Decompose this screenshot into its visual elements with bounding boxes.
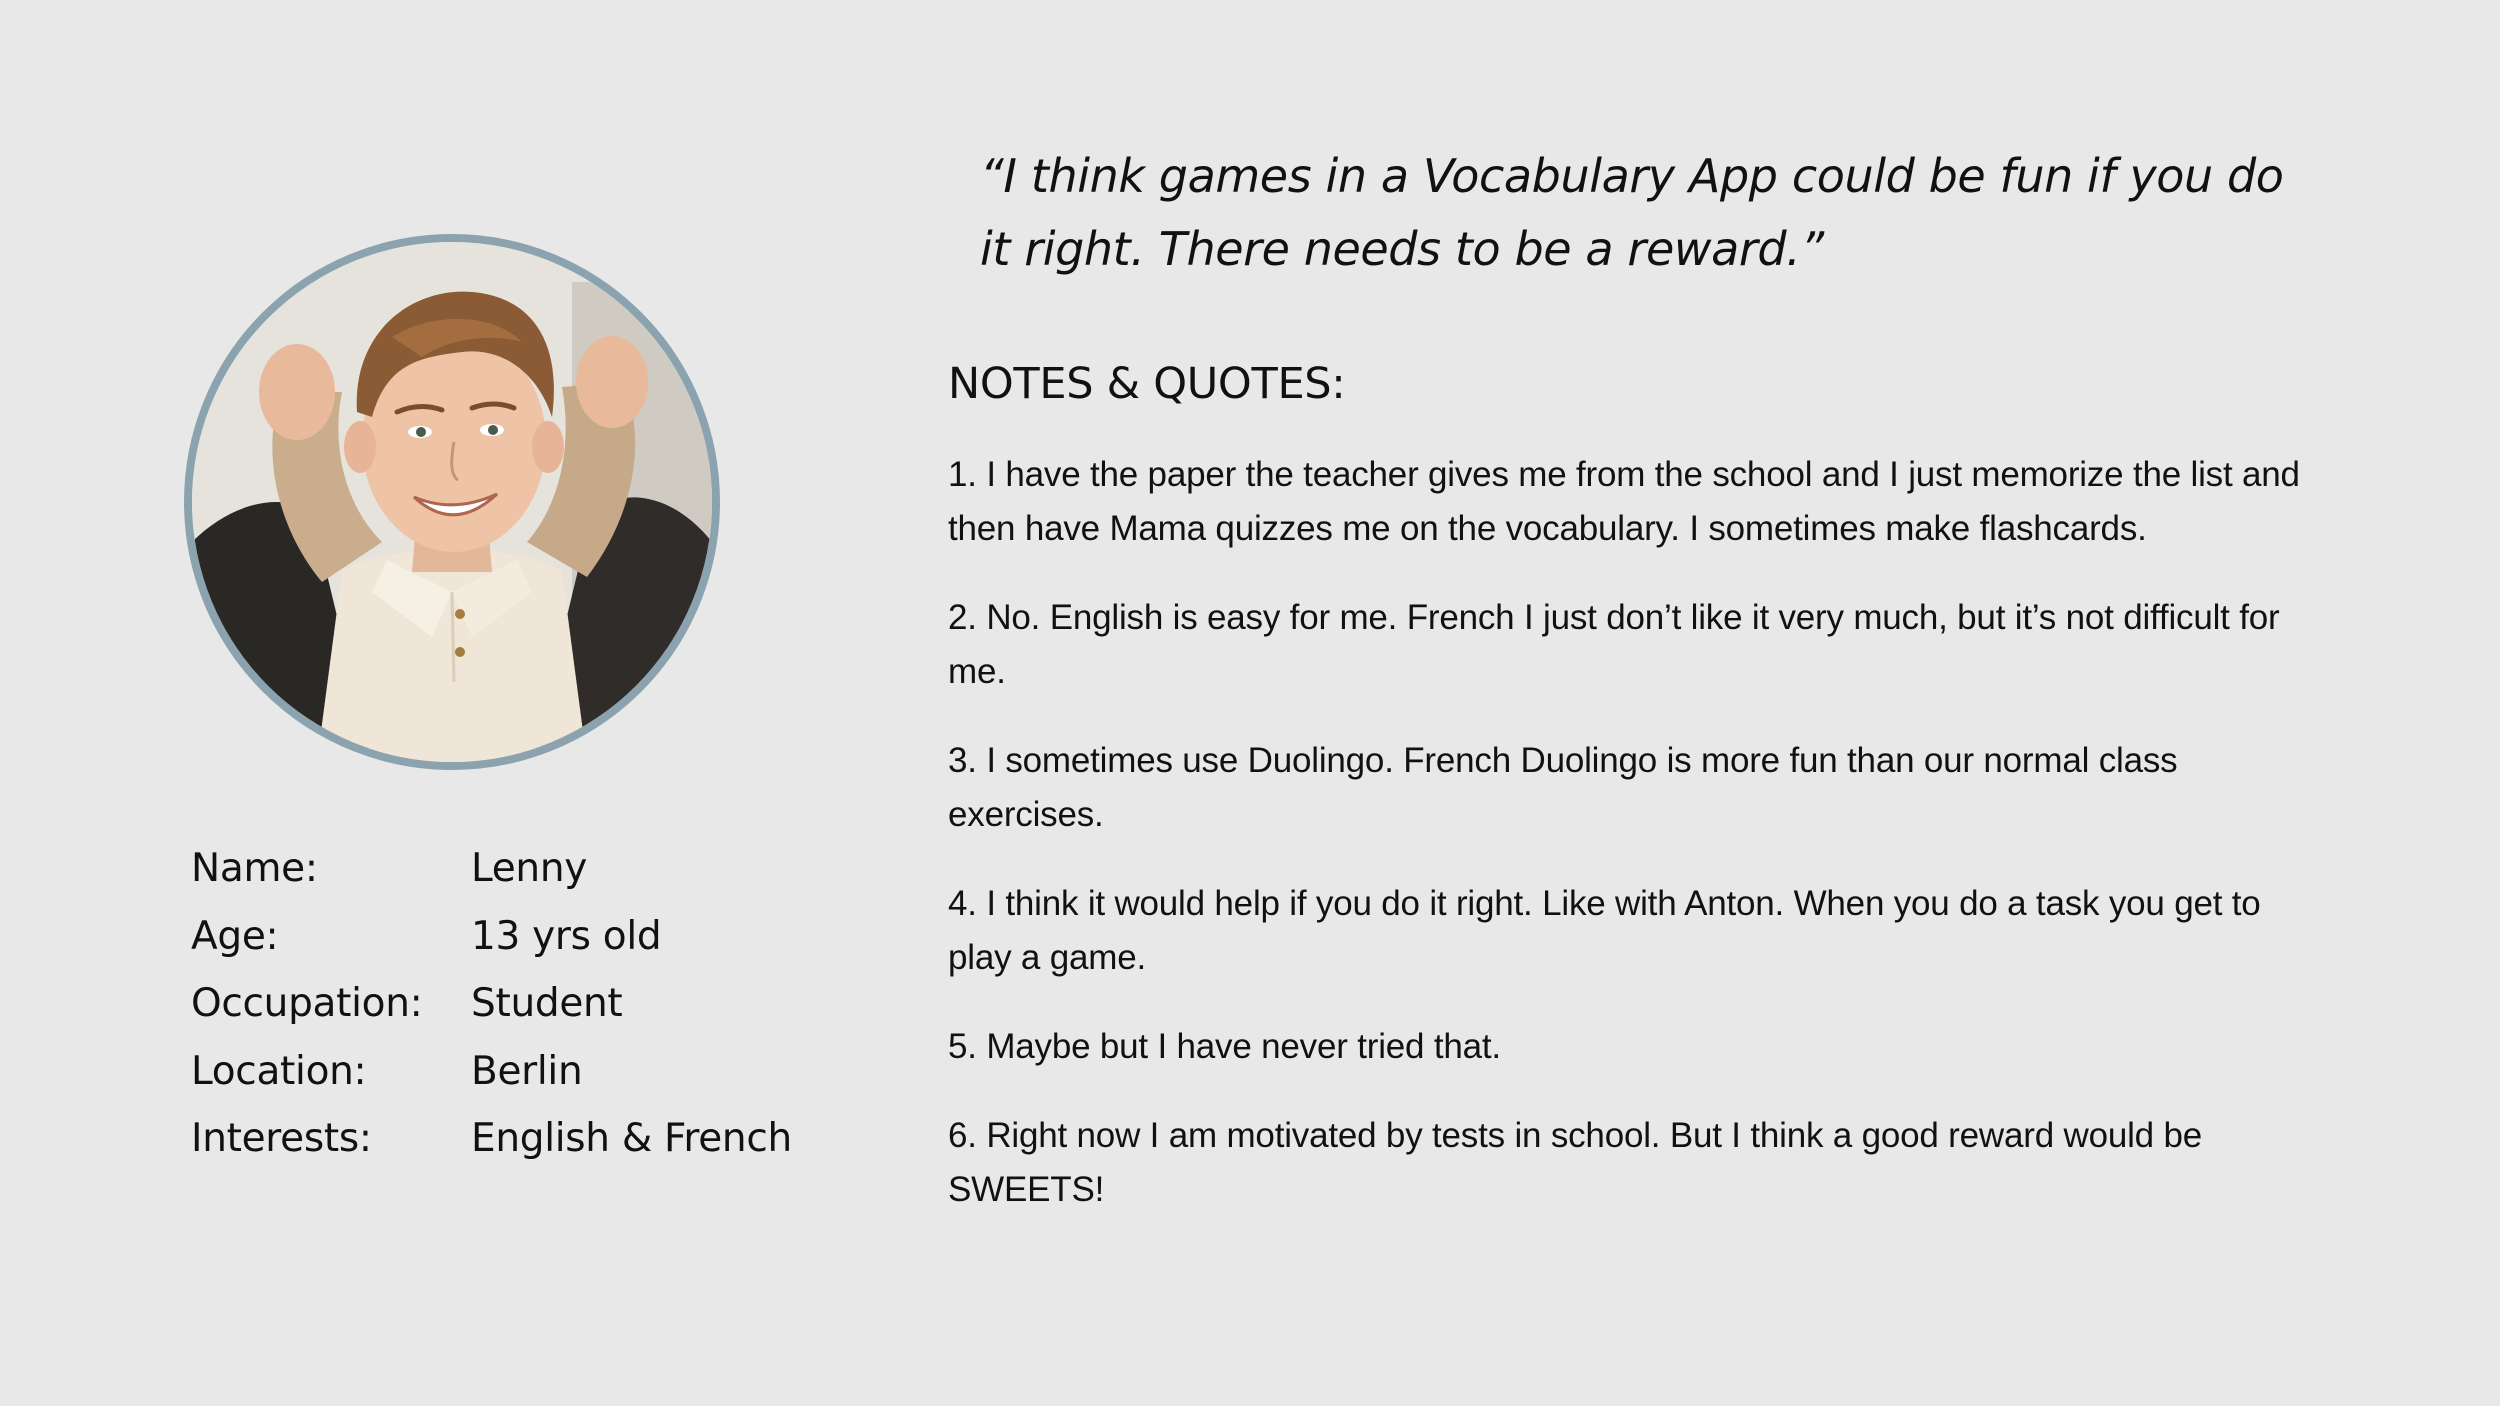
profile-row-interests [191,1106,811,1174]
notes-heading: NOTES & QUOTES: [948,359,1346,409]
note-item: 4. I think it would help if you do it right. Like with Anton. When you do a task you get to play a game. [948,884,2261,977]
persona-quote: “I think games in a Vocabulary App could be fun if you do it right. There needs to be a reward.” [980,149,2284,276]
profile-value: Berlin [471,1048,583,1094]
profile-row-name [191,836,811,904]
profile-value: 13 yrs old [471,913,662,959]
profile-label: Name: [191,846,318,892]
profile-label: Occupation: [191,981,423,1027]
profile-photo-icon [192,242,712,762]
note-item: 2. No. English is easy for me. French I just don’t like it very much, but it’s not difficult for me. [948,598,2280,691]
profile-row-age [191,904,811,972]
note-item: 1. I have the paper the teacher gives me from the school and I just memorize the list and then have Mama quizzes me on the vocabulary. I sometimes make flashcards. [948,455,2300,548]
avatar [184,234,720,770]
profile-details [191,836,811,1174]
profile-label: Location: [191,1048,367,1094]
profile-value: English & French [471,1116,792,1162]
profile-value: Lenny [471,846,588,892]
note-item: 6. Right now I am motivated by tests in school. But I think a good reward would be SWEETS! [948,1116,2202,1209]
profile-label: Interests: [191,1116,372,1162]
profile-row-location [191,1039,811,1107]
profile-label: Age: [191,913,279,959]
notes-list [948,448,2308,1252]
profile-value: Student [471,981,623,1027]
profile-row-occupation [191,971,811,1039]
note-item: 3. I sometimes use Duolingo. French Duolingo is more fun than our normal class exercises. [948,741,2178,834]
note-item: 5. Maybe but I have never tried that. [948,1027,1501,1066]
